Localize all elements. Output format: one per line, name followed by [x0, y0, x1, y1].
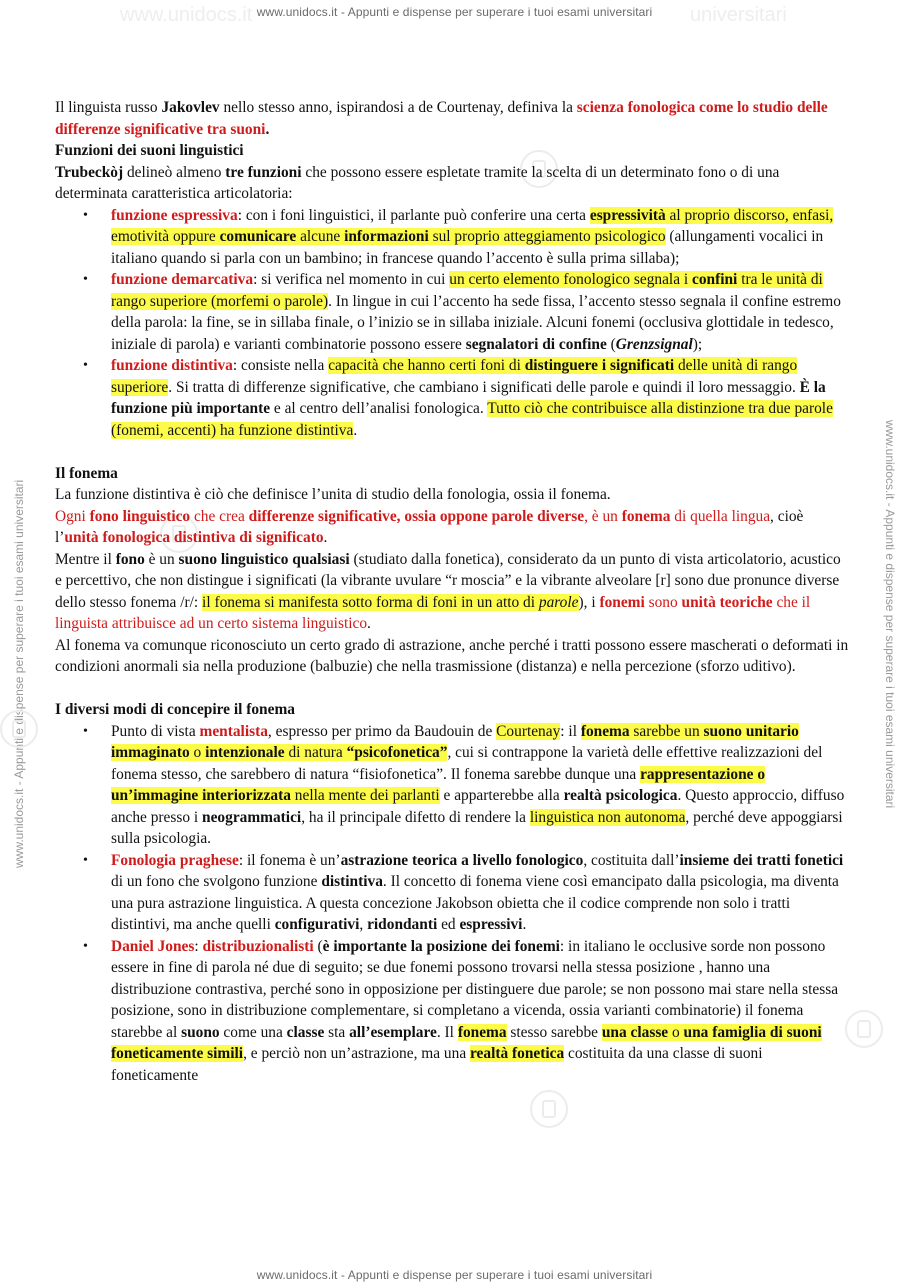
fonema-paragraph-2: Ogni fono linguistico che crea differenze significative, ossia oppone parole diverse, è un fonema di quella lingua, cioè l’unità fonologica distintiva di significato.	[55, 507, 804, 546]
footer-banner: www.unidocs.it - Appunti e dispense per superare i tuoi esami universitari	[256, 1268, 653, 1282]
document-body	[55, 97, 850, 1086]
list-item-fonologia-praghese: • Fonologia praghese: il fonema è un’astrazione teorica a livello fonologico, costituita dall’insieme dei tratti fonetici di un fono che svolgono funzione distintiva. Il concetto di fonema viene così emancipato dalla psicologia, ma diventa una pura astrazione linguistica. A questa concezione Jakobson obietta che il codice comprende non solo i tratti distintivi, ma anche quelli configurativi, ridondanti ed espressivi.	[55, 850, 850, 936]
intro-paragraph: Il linguista russo Jakovlev nello stesso anno, ispirandosi a de Courtenay, definiva la scienza fonologica come lo studio delle differenze significative tra suoni.	[55, 99, 828, 138]
funzioni-list	[55, 205, 850, 442]
ghost-watermark-right: universitari	[690, 4, 787, 26]
fonema-paragraph-3: Mentre il fono è un suono linguistico qualsiasi (studiato dalla fonetica), considerato da un punto di vista articolatorio, acustico e percettivo, che non distingue i significati (la vibrante uvulare “r moscia” e la vibrante alveolare [r] sono due pronunce diverse dello stesso fonema /r/: il fonema si manifesta sotto forma di foni in un atto di parole), i fonemi sono unità teoriche che il linguista attribuisce ad un certo sistema linguistico.	[55, 550, 841, 632]
list-item-funzione-demarcativa: • funzione demarcativa: si verifica nel momento in cui un certo elemento fonologico segnala i confini tra le unità di rango superiore (morfemi o parole). In lingue in cui l’accento ha sede fissa, l’accento stesso segnala il confine estremo della parola: la fine, se in sillaba finale, o l’inizio se in sillaba iniziale. Alcuni fonemi (occlusiva glottidale in tedesco, iniziale di parola) e varianti combinatorie possono essere segnalatori di confine (Grenzsignal);	[55, 269, 850, 355]
section-title-fonema: Il fonema	[55, 464, 118, 482]
fonema-paragraph-4: Al fonema va comunque riconosciuto un certo grado di astrazione, anche perché i tratti possono essere mascherati o deformati in condizioni anormali sia nella produzione (balbuzie) che nella trasmissione (distanza) e nella percezione (sforzo uditivo).	[55, 636, 849, 675]
list-item-mentalista: • Punto di vista mentalista, espresso per primo da Baudouin de Courtenay: il fonema sarebbe un suono unitario immaginato o intenzionale di natura “psicofonetica”, cui si contrappone la varietà delle effettive realizzazioni del fonema stesso, che sarebbero di natura “fisiofonetica”. Il fonema sarebbe dunque una rappresentazione o un’immagine interiorizzata nella mente dei parlanti e apparterebbe alla realtà psicologica. Questo approccio, diffuso anche presso i neogrammatici, ha il principale difetto di rendere la linguistica non autonoma, perché deve appoggiarsi sulla psicologia.	[55, 721, 850, 850]
section-title-modi: I diversi modi di concepire il fonema	[55, 701, 295, 718]
modi-list	[55, 721, 850, 1087]
funzioni-intro: Trubeckòj delineò almeno tre funzioni che possono essere espletate tramite la scelta di un determinato fono o di una determinata caratteristica articolatoria:	[55, 163, 780, 202]
logo-watermark-icon	[845, 1010, 883, 1048]
logo-watermark-icon	[0, 710, 38, 748]
logo-watermark-icon	[530, 1090, 568, 1128]
fonema-paragraph-1: La funzione distintiva è ciò che definisce l’unita di studio della fonologia, ossia il fonema.	[55, 486, 611, 503]
ghost-watermark-left: www.unidocs.it	[120, 4, 253, 26]
list-item-funzione-distintiva: • funzione distintiva: consiste nella capacità che hanno certi foni di distinguere i significati delle unità di rango superiore. Si tratta di differenze significative, che cambiano i significati delle parole e quindi il loro messaggio. È la funzione più importante e al centro dell’analisi fonologica. Tutto ciò che contribuisce alla distinzione tra due parole (fonemi, accenti) ha funzione distintiva.	[55, 355, 850, 441]
side-watermark-left: www.unidocs.it - Appunti e dispense per superare i tuoi esami universitari	[12, 479, 26, 868]
side-watermark-right: www.unidocs.it - Appunti e dispense per superare i tuoi esami universitari	[883, 420, 897, 809]
section-title-funzioni: Funzioni dei suoni linguistici	[55, 142, 244, 159]
list-item-funzione-espressiva: • funzione espressiva: con i foni linguistici, il parlante può conferire una certa espressività al proprio discorso, enfasi, emotività oppure comunicare alcune informazioni sul proprio atteggiamento psicologico (allungamenti vocalici in italiano quando si parla con un bambino; in francese quando l’accento è sulla prima sillaba);	[55, 205, 850, 270]
list-item-daniel-jones: • Daniel Jones: distribuzionalisti (è importante la posizione dei fonemi: in italiano le occlusive sorde non possono essere in fine di parola né due di seguito; se due fonemi possono trovarsi nella stessa posizione , hanno una distribuzione contrastiva, perché sono in opposizione per distinguere due parole; se non possono mai stare nella stessa posizione, sono in distribuzione complementare, si completano a vicenda, ossia varianti combinatorie) il fonema starebbe al suono come una classe sta all’esemplare. Il fonema stesso sarebbe una classe o una famiglia di suoni foneticamente simili, e perciò non un’astrazione, ma una realtà fonetica costituita da una classe di suoni foneticamente	[55, 936, 850, 1087]
header-banner: www.unidocs.it - Appunti e dispense per superare i tuoi esami universitari	[256, 5, 653, 19]
